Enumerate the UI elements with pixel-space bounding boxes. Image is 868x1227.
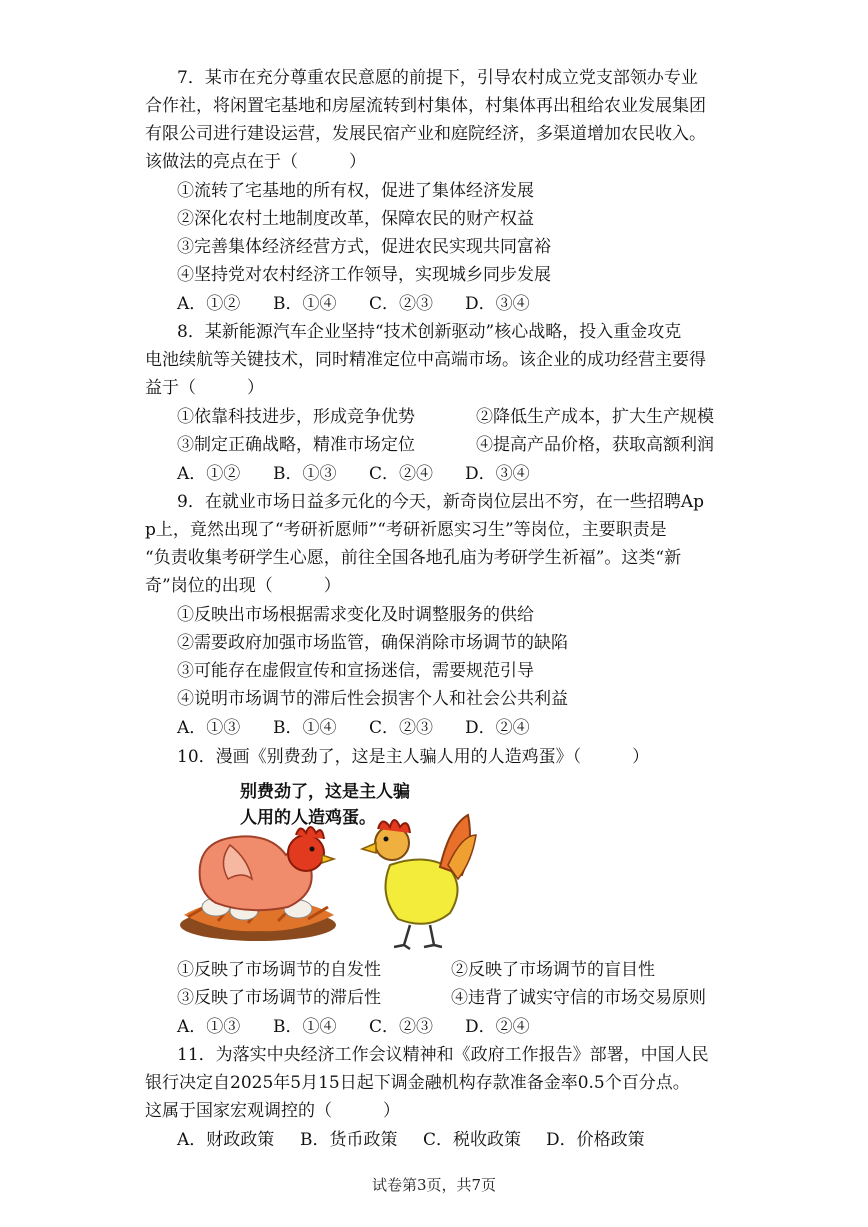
rooster-eye xyxy=(384,837,389,842)
q10-choices xyxy=(177,1013,530,1041)
q7-choice-c: C．②③ xyxy=(369,294,434,314)
page-footer: 试卷第3页，共7页 xyxy=(371,1176,497,1194)
q8-stem-line: 电池续航等关键技术，同时精准定位中高端市场。该企业的成功经营主要得 xyxy=(145,350,706,370)
q9-stem-line: p上，竟然出现了“考研祈愿师”“考研祈愿实习生”等岗位，主要职责是 xyxy=(145,520,667,540)
q11-choice-a: A．财政政策 xyxy=(177,1130,275,1150)
q11-stem-line: 11．为落实中央经济工作会议精神和《政府工作报告》部署，中国人民 xyxy=(177,1045,709,1065)
q10-option-item: ②反映了市场调节的盲目性 xyxy=(451,960,655,980)
q8-choices xyxy=(177,460,530,488)
q11-stem-line: 银行决定自2025年5月15日起下调金融机构存款准备金率0.5个百分点。 xyxy=(145,1073,690,1093)
q10-option-item: ④违背了诚实守信的市场交易原则 xyxy=(451,988,706,1008)
q9-choice-c: C．②③ xyxy=(369,718,434,738)
q7-stem-line: 合作社，将闲置宅基地和房屋流转到村集体，村集体再出租给农业发展集团 xyxy=(145,96,706,116)
q9-stem-line: “负责收集考研学生心愿，前往全国各地孔庙为考研学生祈福”。这类“新 xyxy=(145,548,682,568)
cartoon-caption xyxy=(240,779,410,831)
q11-choice-d: D．价格政策 xyxy=(546,1130,645,1150)
q8-stem-line: 益于（ ） xyxy=(145,378,264,398)
q7-option-item: ④坚持党对农村经济工作领导，实现城乡同步发展 xyxy=(177,265,551,285)
hen-head xyxy=(288,835,324,871)
q10-option-item: ③反映了市场调节的滞后性 xyxy=(177,988,381,1008)
q9-option-item: ②需要政府加强市场监管，确保消除市场调节的缺陷 xyxy=(177,633,568,653)
q8-option-item: ①依靠科技进步，形成竞争优势 xyxy=(177,407,415,427)
q9-stem-line: 奇”岗位的出现（ ） xyxy=(145,576,341,596)
q10-choice-c: C．②③ xyxy=(369,1017,434,1037)
q9-option-item: ③可能存在虚假宣传和宣扬迷信，需要规范引导 xyxy=(177,661,534,681)
q7-stem-line: 7．某市在充分尊重农民意愿的前提下，引导农村成立党支部领办专业 xyxy=(177,68,698,88)
q8-choice-a: A．①② xyxy=(177,464,241,484)
q7-option-item: ①流转了宅基地的所有权，促进了集体经济发展 xyxy=(177,181,534,201)
q8-stem-line: 8．某新能源汽车企业坚持“技术创新驱动”核心战略，投入重金攻克 xyxy=(177,322,682,342)
q9-stem-line: 9．在就业市场日益多元化的今天，新奇岗位层出不穷，在一些招聘Ap xyxy=(177,492,704,512)
q10-choice-b: B．①④ xyxy=(273,1017,337,1037)
q9-option-item: ①反映出市场根据需求变化及时调整服务的供给 xyxy=(177,605,534,625)
q11-choices xyxy=(177,1126,645,1154)
q7-choice-d: D．③④ xyxy=(465,294,530,314)
q8-option-item: ④提高产品价格，获取高额利润 xyxy=(476,435,714,455)
q10-stem-line: 10．漫画《别费劲了，这是主人骗人用的人造鸡蛋》（ ） xyxy=(177,747,650,767)
cartoon-caption-line: 人用的人造鸡蛋。 xyxy=(240,808,376,828)
q8-option-item: ③制定正确战略，精准市场定位 xyxy=(177,435,415,455)
rooster-legs xyxy=(394,925,442,949)
q7-option-item: ②深化农村土地制度改革，保障农民的财产权益 xyxy=(177,209,534,229)
q9-choice-d: D．②④ xyxy=(465,718,530,738)
q9-choice-b: B．①④ xyxy=(273,718,337,738)
rooster-beak xyxy=(362,843,376,853)
cartoon-caption-line: 别费劲了，这是主人骗 xyxy=(240,782,410,802)
q10-choice-d: D．②④ xyxy=(465,1017,530,1037)
q9-choice-a: A．①③ xyxy=(177,718,241,738)
q7-option-item: ③完善集体经济经营方式，促进农民实现共同富裕 xyxy=(177,237,551,257)
q9-option-item: ④说明市场调节的滞后性会损害个人和社会公共利益 xyxy=(177,689,568,709)
hen-eye xyxy=(310,847,315,852)
q8-choice-b: B．①③ xyxy=(273,464,337,484)
q7-choice-b: B．①④ xyxy=(273,294,337,314)
hen-beak xyxy=(322,855,334,863)
q7-choices xyxy=(177,290,530,318)
q11-choice-b: B．货币政策 xyxy=(300,1130,398,1150)
q9-choices xyxy=(177,714,530,742)
q11-stem-line: 这属于国家宏观调控的（ ） xyxy=(145,1101,400,1121)
q7-choice-a: A．①② xyxy=(177,294,241,314)
q8-choice-d: D．③④ xyxy=(465,464,530,484)
q7-stem-line: 有限公司进行建设运营，发展民宿产业和庭院经济，多渠道增加农民收入。 xyxy=(145,124,706,144)
q8-choice-c: C．②④ xyxy=(369,464,434,484)
q11-choice-c: C．税收政策 xyxy=(423,1130,522,1150)
q10-option-item: ①反映了市场调节的自发性 xyxy=(177,960,381,980)
q10-choice-a: A．①③ xyxy=(177,1017,241,1037)
q7-stem-line: 该做法的亮点在于（ ） xyxy=(145,152,366,172)
q8-option-item: ②降低生产成本，扩大生产规模 xyxy=(476,407,714,427)
